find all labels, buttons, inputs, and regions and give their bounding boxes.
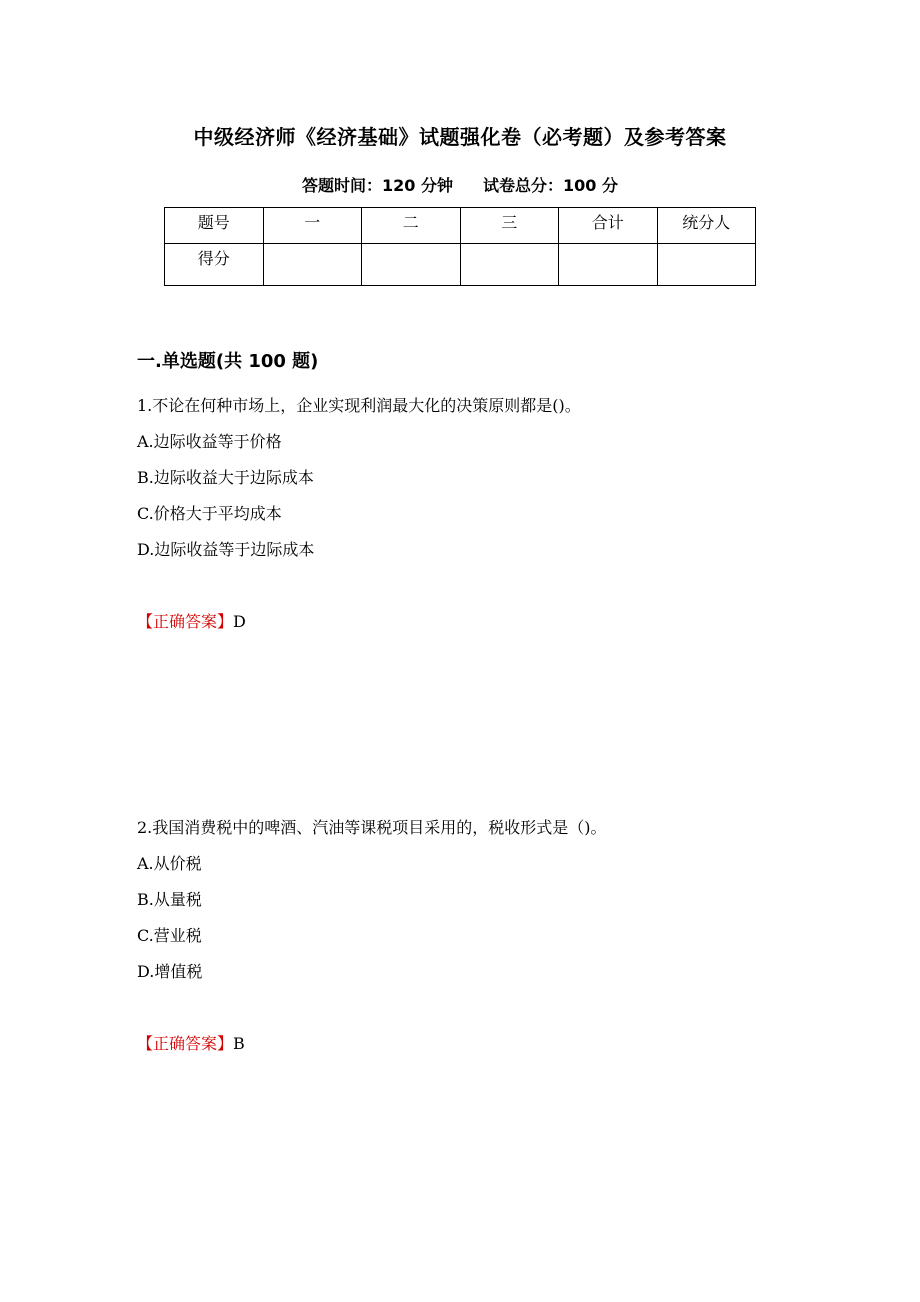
header-cell-total: 合计 — [559, 208, 658, 244]
question-2-option-a: A.从价税 — [137, 854, 202, 873]
exam-time: 答题时间：120 分钟 — [302, 176, 453, 195]
question-1-option-c: C.价格大于平均成本 — [137, 504, 282, 523]
section-heading: 一.单选题(共 100 题) — [137, 351, 319, 372]
answer-value: B — [233, 1034, 245, 1053]
answer-tag: 【正确答案】 — [137, 1034, 234, 1053]
score-cell — [559, 244, 658, 286]
question-1-answer — [137, 609, 246, 632]
header-cell-2: 二 — [362, 208, 461, 244]
header-cell-scorer: 统分人 — [657, 208, 756, 244]
question-2-answer — [137, 1031, 245, 1054]
score-cell — [263, 244, 362, 286]
score-table-score-row — [165, 244, 756, 286]
question-1-option-a: A.边际收益等于价格 — [137, 432, 282, 451]
row-label-score: 得分 — [165, 244, 264, 286]
score-cell — [657, 244, 756, 286]
question-1-option-b: B.边际收益大于边际成本 — [137, 468, 314, 487]
header-cell-3: 三 — [460, 208, 559, 244]
question-2-option-d: D.增值税 — [137, 962, 203, 981]
header-cell-number: 题号 — [165, 208, 264, 244]
question-1-option-d: D.边际收益等于边际成本 — [137, 540, 315, 559]
score-cell — [362, 244, 461, 286]
answer-tag: 【正确答案】 — [137, 612, 234, 631]
question-2-option-b: B.从量税 — [137, 890, 202, 909]
exam-info — [0, 173, 920, 196]
header-cell-1: 一 — [263, 208, 362, 244]
document-title: 中级经济师《经济基础》试题强化卷（必考题）及参考答案 — [193, 125, 727, 149]
question-2-option-c: C.营业税 — [137, 926, 202, 945]
exam-total-score: 试卷总分：100 分 — [483, 176, 618, 195]
score-table-header-row — [165, 208, 756, 244]
question-1-stem: 1.不论在何种市场上，企业实现利润最大化的决策原则都是()。 — [137, 396, 581, 415]
answer-value: D — [233, 612, 246, 631]
question-2-stem: 2.我国消费税中的啤酒、汽油等课税项目采用的，税收形式是（)。 — [137, 818, 607, 837]
score-table — [164, 207, 756, 286]
score-cell — [460, 244, 559, 286]
